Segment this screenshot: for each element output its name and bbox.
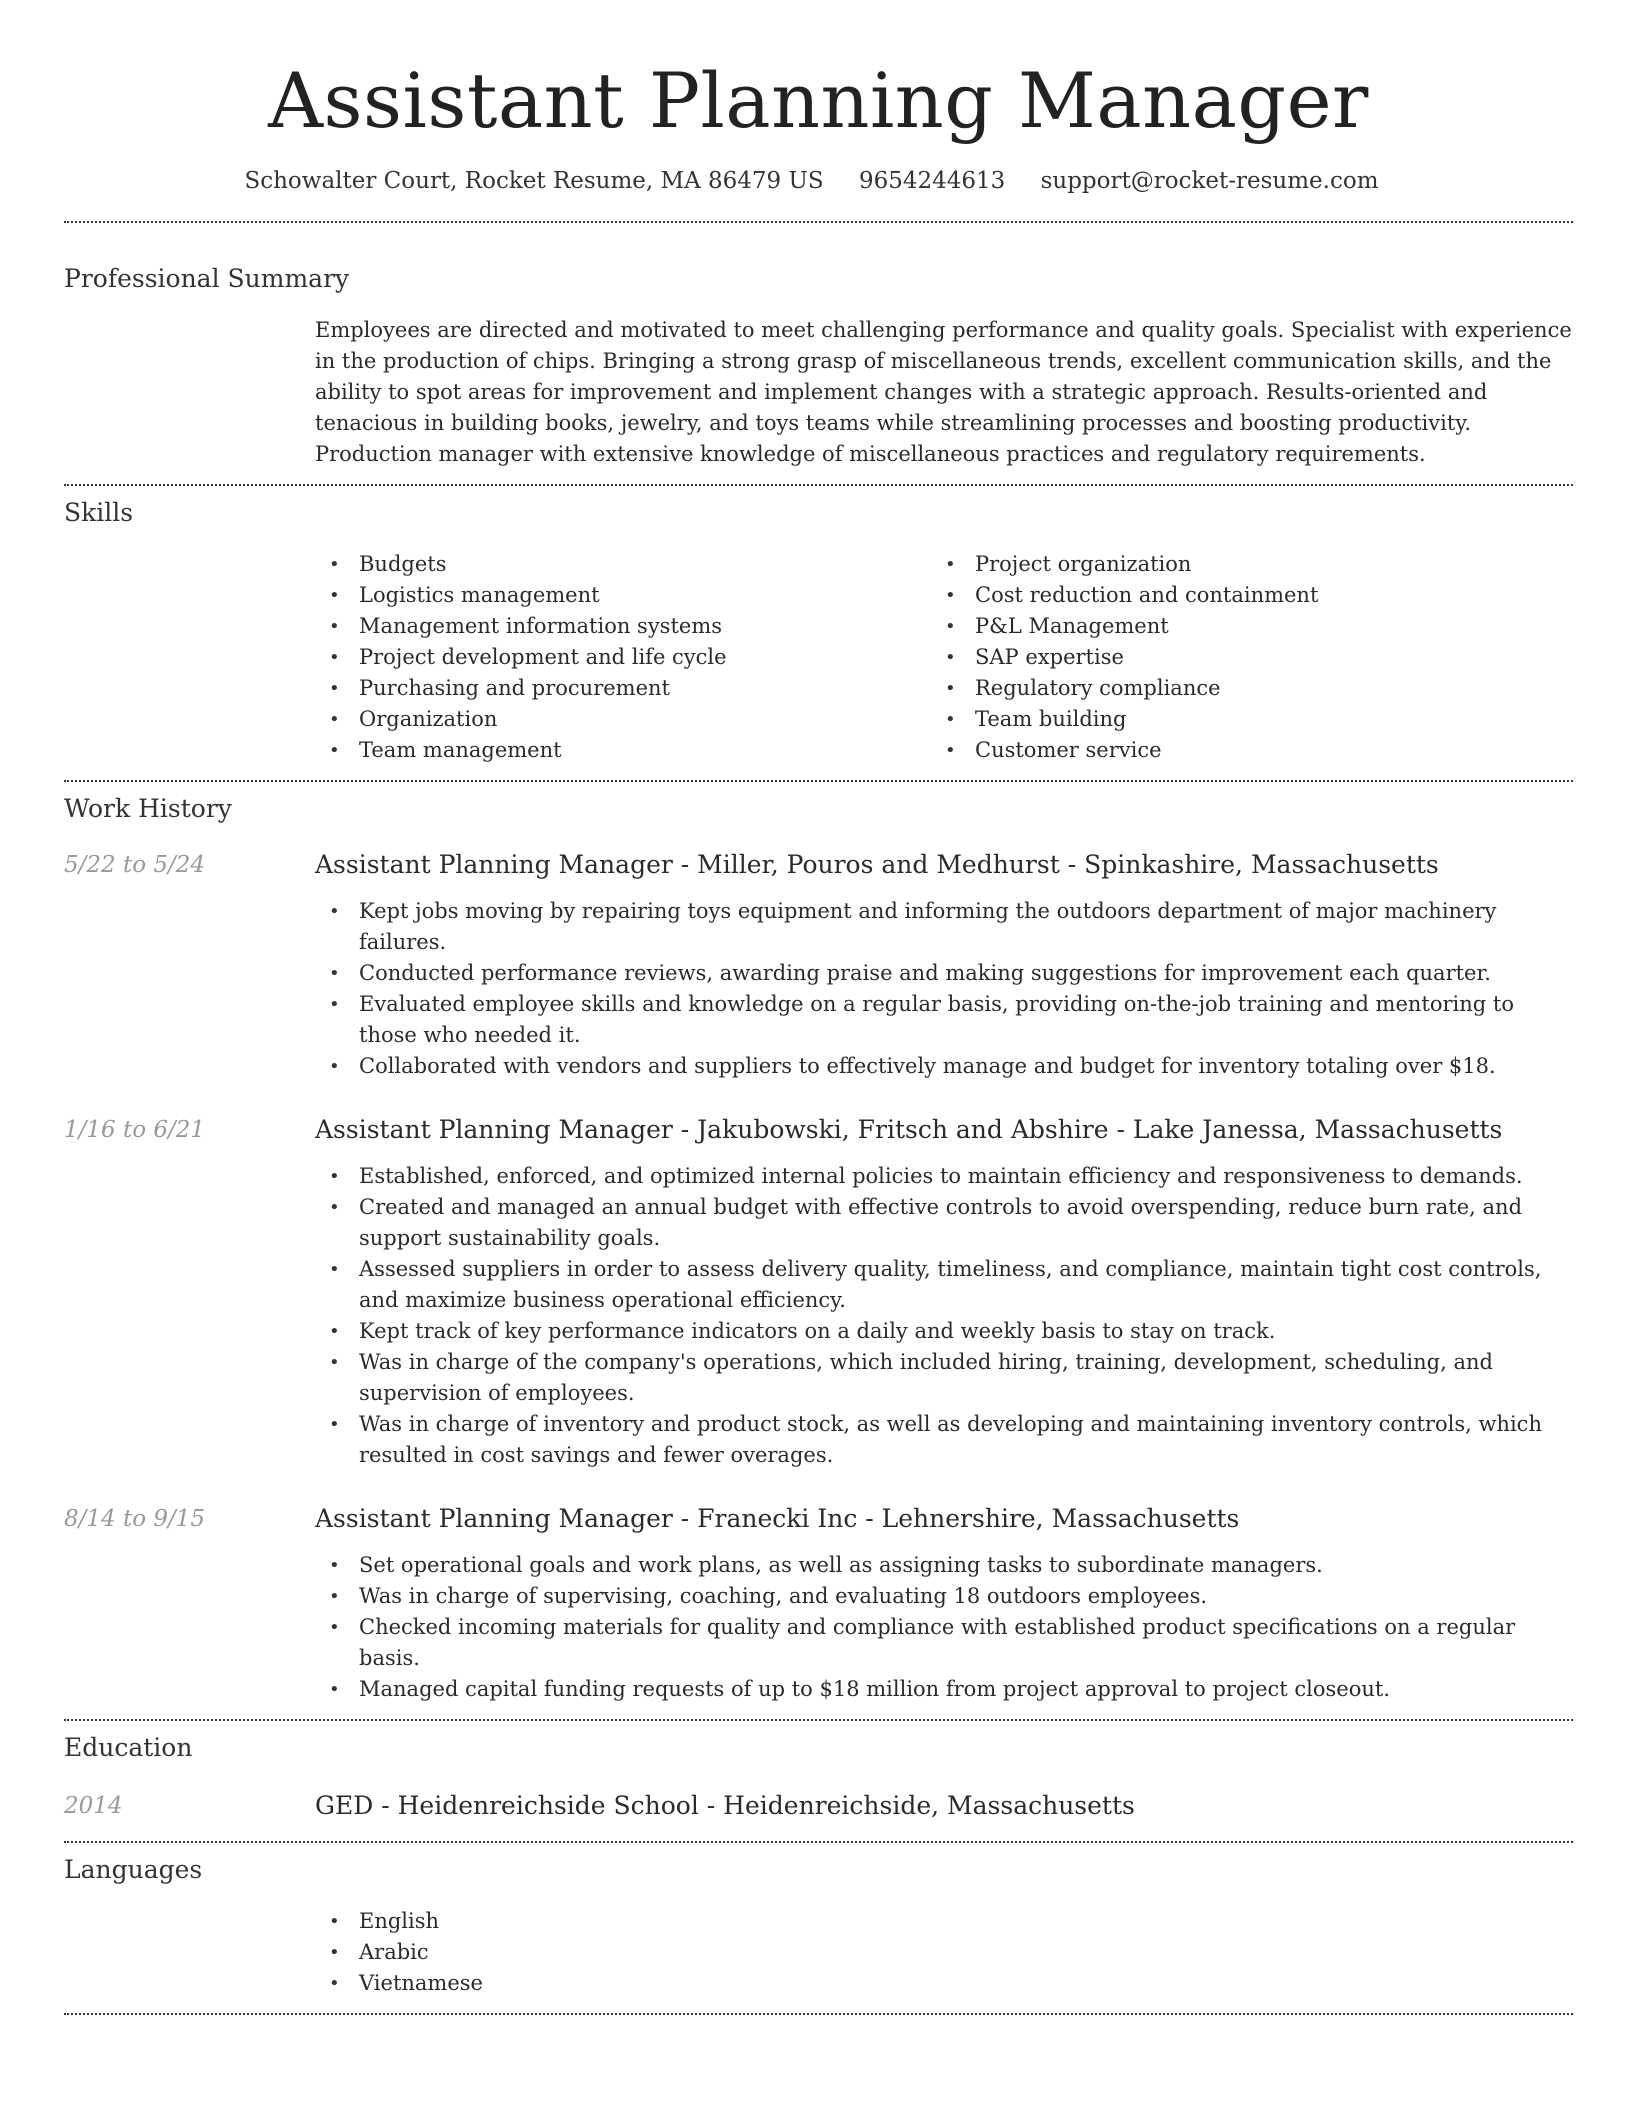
skill-item: • Logistics management	[315, 580, 931, 611]
education-title: Education	[64, 1733, 193, 1762]
job-bullet: • Created and managed an annual budget with effective controls to avoid overspending, reduce burn rate, and support sustainability goals.	[315, 1192, 1573, 1254]
job-bullet: • Assessed suppliers in order to assess delivery quality, timeliness, and compliance, maintain tight cost controls, and maximize business operational efficiency.	[315, 1254, 1573, 1316]
education-year: 2014	[64, 1793, 123, 1819]
job-heading: Assistant Planning Manager - Jakubowski, Fritsch and Abshire - Lake Janessa, Massachusetts	[315, 1115, 1503, 1144]
contact-phone: 9654244613	[858, 168, 1006, 194]
skill-item: • Organization	[315, 704, 931, 735]
section-divider	[64, 484, 1573, 486]
skill-item: • Purchasing and procurement	[315, 673, 931, 704]
work-section	[64, 794, 1573, 1705]
skill-item: • Regulatory compliance	[931, 673, 1547, 704]
job-dates: 1/16 to 6/21	[64, 1117, 206, 1143]
job-entry	[64, 1504, 1573, 1705]
contact-email: support@rocket-resume.com	[1040, 168, 1379, 194]
skills-title: Skills	[64, 498, 134, 527]
resume-page	[64, 0, 1573, 2015]
language-item: • Arabic	[315, 1937, 1573, 1968]
skill-item: • Project development and life cycle	[315, 642, 931, 673]
job-bullet: • Was in charge of supervising, coaching, and evaluating 18 outdoors employees.	[315, 1581, 1573, 1612]
job-heading: Assistant Planning Manager - Franecki Inc - Lehnershire, Massachusetts	[315, 1504, 1240, 1533]
education-section	[64, 1733, 1573, 1821]
job-bullet: • Was in charge of inventory and product stock, as well as developing and maintaining inventory controls, which resulted in cost savings and fewer overages.	[315, 1409, 1573, 1471]
languages-section	[64, 1855, 1573, 1999]
languages-title: Languages	[64, 1855, 203, 1884]
job-bullet: • Kept jobs moving by repairing toys equipment and informing the outdoors department of major machinery failures.	[315, 896, 1573, 958]
contact-address: Schowalter Court, Rocket Resume, MA 86479 US	[244, 168, 824, 194]
skills-list-right	[931, 549, 1547, 766]
job-bullet: • Established, enforced, and optimized internal policies to maintain efficiency and responsiveness to demands.	[315, 1161, 1573, 1192]
job-bullets	[315, 896, 1573, 1082]
section-divider	[64, 221, 1573, 223]
education-heading: GED - Heidenreichside School - Heidenreichside, Massachusetts	[315, 1791, 1135, 1820]
skill-item: • Team management	[315, 735, 931, 766]
section-divider	[64, 1719, 1573, 1721]
job-entry	[64, 850, 1573, 1082]
section-divider	[64, 1841, 1573, 1843]
job-bullets	[315, 1550, 1573, 1705]
job-bullet: • Set operational goals and work plans, as well as assigning tasks to subordinate managers.	[315, 1550, 1573, 1581]
candidate-name: Assistant Planning Manager	[268, 56, 1369, 145]
languages-list	[315, 1906, 1573, 1999]
skills-section	[64, 498, 1573, 766]
summary-section	[64, 264, 1573, 470]
job-bullet: • Kept track of key performance indicators on a daily and weekly basis to stay on track.	[315, 1316, 1573, 1347]
job-bullets	[315, 1161, 1573, 1471]
section-divider	[64, 780, 1573, 782]
job-heading: Assistant Planning Manager - Miller, Pouros and Medhurst - Spinkashire, Massachusetts	[315, 850, 1439, 879]
skill-item: • Budgets	[315, 549, 931, 580]
skill-item: • Project organization	[931, 549, 1547, 580]
skill-item: • Customer service	[931, 735, 1547, 766]
skills-list-left	[315, 549, 931, 766]
contact-line	[64, 166, 1573, 216]
job-dates: 5/22 to 5/24	[64, 852, 206, 878]
summary-text: Employees are directed and motivated to meet challenging performance and quality goals. Specialist with experience in the production of chips. Bringing a strong grasp of miscellaneous trends, excellent communication skills, and the ability to spot areas for improvement and implement changes with a strategic approach. Results-oriented and tenacious in building books, jewelry, and toys teams while streamlining processes and boosting productivity. Production manager with extensive knowledge of miscellaneous practices and regulatory requirements.	[315, 318, 1572, 466]
job-bullet: • Conducted performance reviews, awarding praise and making suggestions for improvement each quarter.	[315, 958, 1573, 989]
skill-item: • P&L Management	[931, 611, 1547, 642]
job-bullet: • Managed capital funding requests of up to $18 million from project approval to project closeout.	[315, 1674, 1573, 1705]
work-title: Work History	[64, 794, 232, 823]
language-item: • Vietnamese	[315, 1968, 1573, 1999]
job-bullet: • Collaborated with vendors and suppliers to effectively manage and budget for inventory totaling over $18.	[315, 1051, 1573, 1082]
summary-title: Professional Summary	[64, 264, 350, 293]
section-divider	[64, 2013, 1573, 2015]
job-entry	[64, 1115, 1573, 1471]
job-bullet: • Was in charge of the company's operations, which included hiring, training, development, scheduling, and supervision of employees.	[315, 1347, 1573, 1409]
job-bullet: • Checked incoming materials for quality and compliance with established product specifications on a regular basis.	[315, 1612, 1573, 1674]
skill-item: • Team building	[931, 704, 1547, 735]
skill-item: • Cost reduction and containment	[931, 580, 1547, 611]
language-item: • English	[315, 1906, 1573, 1937]
skill-item: • Management information systems	[315, 611, 931, 642]
skill-item: • SAP expertise	[931, 642, 1547, 673]
job-bullet: • Evaluated employee skills and knowledge on a regular basis, providing on-the-job training and mentoring to those who needed it.	[315, 989, 1573, 1051]
job-dates: 8/14 to 9/15	[64, 1506, 206, 1532]
